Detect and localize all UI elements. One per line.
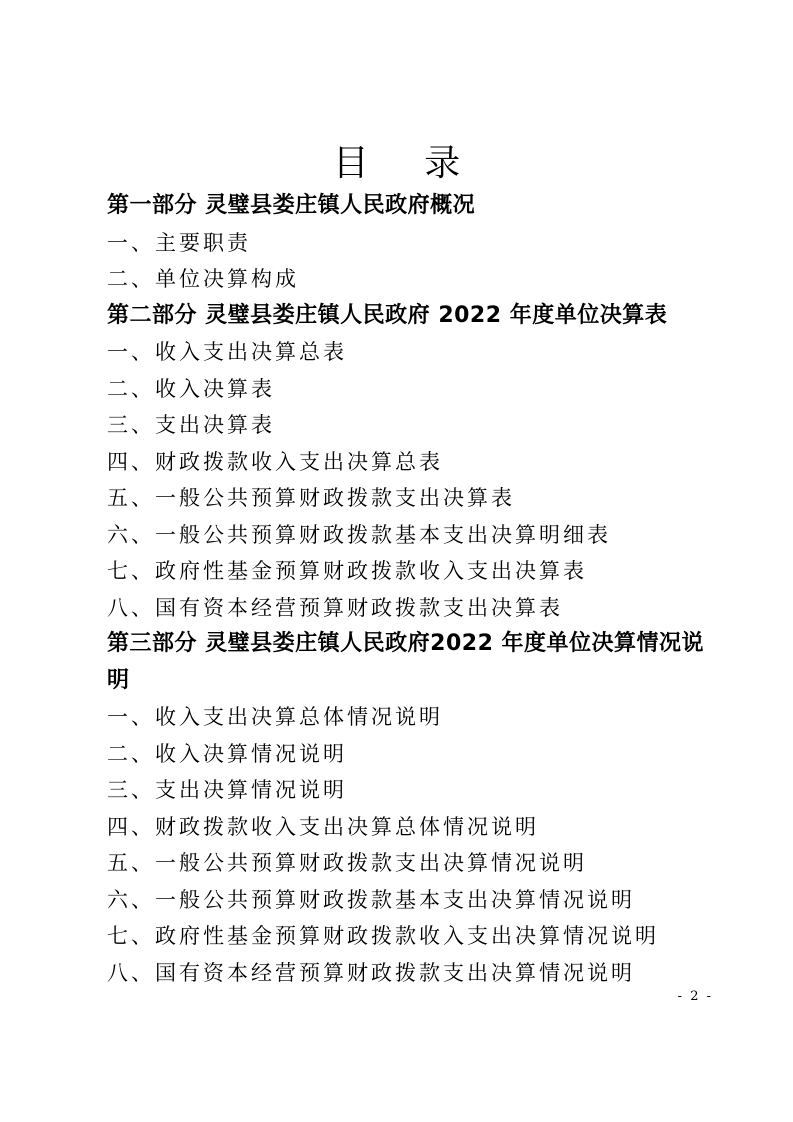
toc-item: 一、收入支出决算总表 — [107, 340, 347, 364]
toc-item: 一、收入支出决算总体情况说明 — [107, 705, 443, 729]
toc-item: 二、收入决算情况说明 — [107, 741, 347, 766]
toc-section-3: 第三部分 灵璧县娄庄镇人民政府2022 年度单位决算情况说明 — [107, 631, 705, 693]
table-of-contents — [107, 188, 717, 991]
toc-item: 二、收入决算表 — [107, 376, 275, 401]
toc-item: 八、国有资本经营预算财政拨款支出决算表 — [107, 595, 563, 620]
toc-item: 三、支出决算情况说明 — [107, 778, 347, 802]
toc-section-1: 第一部分 灵璧县娄庄镇人民政府概况 — [107, 193, 476, 218]
toc-item: 五、一般公共预算财政拨款支出决算情况说明 — [107, 851, 587, 875]
toc-item: 四、财政拨款收入支出决算总表 — [107, 449, 443, 474]
page-number: - 2 - — [677, 989, 713, 1004]
toc-item: 二、单位决算构成 — [107, 267, 299, 291]
toc-section-2: 第二部分 灵璧县娄庄镇人民政府 2022 年度单位决算表 — [107, 302, 668, 328]
toc-item: 三、支出决算表 — [107, 413, 275, 437]
toc-item: 八、国有资本经营预算财政拨款支出决算情况说明 — [107, 960, 635, 985]
page-title: 目 录 — [332, 143, 483, 184]
toc-item: 五、一般公共预算财政拨款支出决算表 — [107, 486, 515, 510]
toc-item: 七、政府性基金预算财政拨款收入支出决算表 — [107, 559, 587, 583]
toc-item: 六、一般公共预算财政拨款基本支出决算明细表 — [107, 522, 611, 547]
toc-item: 七、政府性基金预算财政拨款收入支出决算情况说明 — [107, 924, 659, 948]
toc-item: 一、主要职责 — [107, 230, 251, 255]
toc-item: 六、一般公共预算财政拨款基本支出决算情况说明 — [107, 887, 635, 912]
toc-item: 四、财政拨款收入支出决算总体情况说明 — [107, 814, 539, 839]
